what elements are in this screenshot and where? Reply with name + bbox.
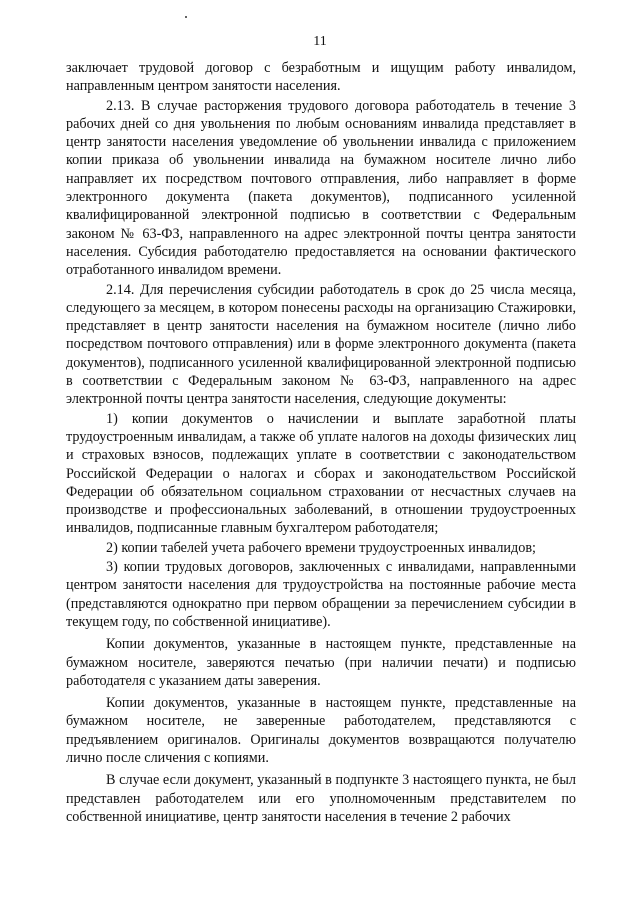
document-body: [66, 59, 576, 827]
list-item-3: 3) копии трудовых договоров, заключенных с инвалидами, направленными центром занятости населения для трудоустройства на постоянные рабочие места (представляются однократно при первом обращении за перечислением субсидии в текущем году, по собственной инициативе).: [66, 559, 576, 630]
list-item-1: 1) копии документов о начислении и выплате заработной платы трудоустроенным инвалидам, а также об уплате налогов на доходы физических лиц и страховых взносов, подлежащих уплате в соответствии с законодательством Российской Федерации о налогах и сборах и законодательством Российской Федерации об обязательном социальном страховании от несчастных случаев на производстве и профессиональных заболеваний, в отношении трудоустроенных инвалидов, подписанные главным бухгалтером работодателя;: [66, 410, 576, 537]
scan-speck: [185, 16, 187, 18]
paragraph-2-13: 2.13. В случае расторжения трудового договора работодатель в течение 3 рабочих дней со дня увольнения по любым основаниям инвалида представляет в центр занятости населения уведомление об увольнении инвалида с приложением копии приказа об увольнении инвалида на бумажном носителе лично либо направляет их посредством почтового отправления, либо направляет в форме электронного документа (пакета документов), подписанного усиленной квалифицированной электронной подписью в соответствии с Федеральным законом № 63-ФЗ, направленного на адрес электронной почты центра занятости населения. Субсидия работодателю предоставляется на основании фактического отработанного инвалидом времени.: [66, 97, 576, 279]
paragraph-uncertified-copies: Копии документов, указанные в настоящем пункте, представленные на бумажном носителе, не заверенные работодателем, представляются с предъявлением оригиналов. Оригиналы документов возвращаются получателю лично после сличения с копиями.: [66, 695, 576, 766]
paragraph-document-not-submitted: В случае если документ, указанный в подпункте 3 настоящего пункта, не был представлен работодателем или его уполномоченным представителем по собственной инициативе, центр занятости населения в течение 2 рабочих: [66, 772, 576, 825]
list-item-2: 2) копии табелей учета рабочего времени трудоустроенных инвалидов;: [106, 539, 536, 556]
paragraph-2-14: 2.14. Для перечисления субсидии работодатель в срок до 25 числа месяца, следующего за месяцем, в котором понесены расходы на организацию Стажировки, представляет в центр занятости населения на бумажном носителе (лично либо посредством почтового отправления) или в форме электронного документа (пакета документов), подписанного усиленной квалифицированной электронной подписью в соответствии с Федеральным законом № 63-ФЗ, направленного на адрес электронной почты центра занятости населения, следующие документы:: [66, 281, 576, 408]
paragraph-continuation: заключает трудовой договор с безработным и ищущим работу инвалидом, направленным центром занятости населения.: [66, 60, 576, 95]
page-number: 11: [313, 34, 327, 49]
paragraph-certified-copies: Копии документов, указанные в настоящем пункте, представленные на бумажном носителе, заверяются печатью (при наличии печати) и подписью работодателя с указанием даты заверения.: [66, 636, 576, 689]
